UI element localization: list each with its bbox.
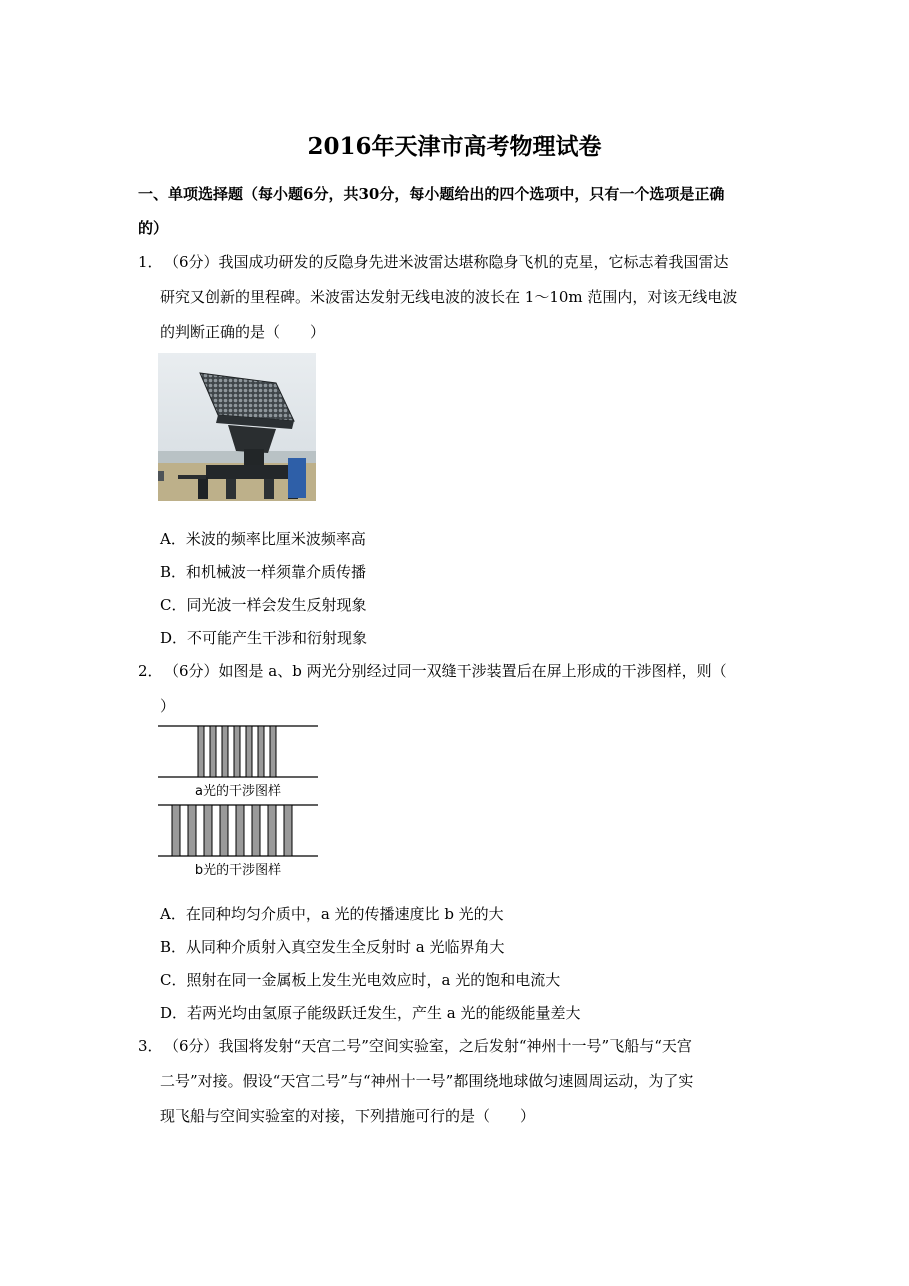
figure-a-label: a光的干涉图样: [195, 784, 281, 799]
question-3-line2: 二号”对接。假设“天宫二号”与“神州十一号”都围绕地球做匀速圆周运动，为了实: [160, 1072, 694, 1090]
question-2-option-b: B．从同种介质射入真空发生全反射时 a 光临界角大: [160, 938, 505, 956]
question-1-line3: 的判断正确的是（ ）: [160, 323, 326, 341]
page-title: 2016年天津市高考物理试卷: [307, 133, 602, 160]
question-1-option-d: D．不可能产生干涉和衍射现象: [160, 629, 368, 647]
question-1-line1: （6分）我国成功研发的反隐身先进米波雷达堪称隐身飞机的克星，它标志着我国雷达: [164, 253, 729, 271]
question-2-line2: ）: [160, 697, 176, 715]
section-heading-line2: 的）: [138, 219, 169, 237]
question-3-line3: 现飞船与空间实验室的对接，下列措施可行的是（ ）: [160, 1107, 536, 1125]
question-1-line2: 研究又创新的里程碑。米波雷达发射无线电波的波长在 1～10m 范围内，对该无线电波: [160, 288, 738, 306]
question-2-number: 2．: [138, 662, 163, 680]
question-3-number: 3．: [138, 1037, 163, 1055]
figure-b-label: b光的干涉图样: [194, 863, 282, 878]
question-1-option-a: A．米波的频率比厘米波频率高: [160, 530, 366, 548]
radar-photo: [158, 353, 316, 501]
interference-figure-b: [158, 804, 318, 879]
question-2-line1: （6分）如图是 a、b 两光分别经过同一双缝干涉装置后在屏上形成的干涉图样，则（: [164, 662, 727, 680]
question-2-option-a: A．在同种均匀介质中，a 光的传播速度比 b 光的大: [160, 905, 504, 923]
question-1-option-c: C．同光波一样会发生反射现象: [160, 596, 367, 614]
question-1-number: 1．: [138, 253, 163, 271]
question-2-option-d: D．若两光均由氢原子能级跃迁发生，产生 a 光的能级能量差大: [160, 1004, 581, 1022]
interference-figure-a: [158, 725, 318, 800]
question-3-line1: （6分）我国将发射“天宫二号”空间实验室，之后发射“神州十一号”飞船与“天宫: [164, 1037, 692, 1055]
question-1-option-b: B．和机械波一样须靠介质传播: [160, 563, 367, 581]
section-heading-line1: 一、单项选择题（每小题6分，共30分，每小题给出的四个选项中，只有一个选项是正确: [138, 185, 725, 203]
question-2-option-c: C．照射在同一金属板上发生光电效应时，a 光的饱和电流大: [160, 971, 561, 989]
